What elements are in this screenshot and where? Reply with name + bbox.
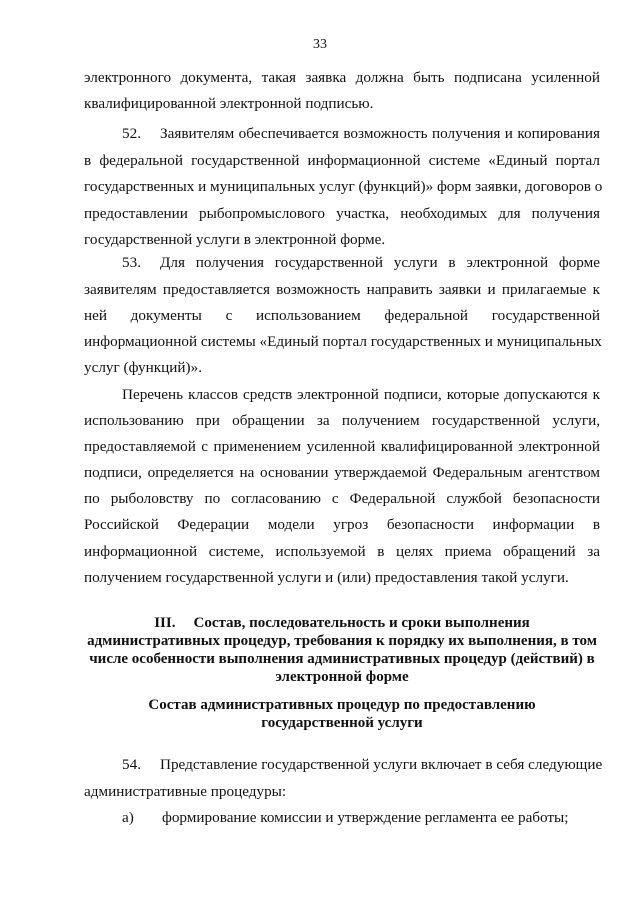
p52-line-1 xyxy=(122,124,600,144)
continuation-line-2: квалифицированной электронной подписью. xyxy=(84,95,374,112)
p-signatures-line-2: использованию при обращении за получением государственной услуги, xyxy=(84,412,600,429)
p54-line-2: административные процедуры: xyxy=(84,783,287,800)
p52-line-4: предоставлении рыбопромыслового участка, необходимых для получения xyxy=(84,205,600,222)
section-3-roman-numeral: III. xyxy=(154,615,176,631)
p54-number: 54. xyxy=(122,756,141,773)
p53-number: 53. xyxy=(122,254,141,271)
section-3-title-1: Состав, последовательность и сроки выполнения xyxy=(193,615,530,631)
p-signatures-line-4: подписи, определяется на основании утверждаемой Федеральным агентством xyxy=(84,464,600,481)
page-number: 33 xyxy=(313,37,327,52)
p52-number: 52. xyxy=(122,125,141,142)
p-signatures-line-5: по рыболовству по согласованию с Федеральной службой безопасности xyxy=(84,490,600,507)
p53-line-5: услуг (функций)». xyxy=(84,359,202,376)
p53-text-1: Для получения государственной услуги в электронной форме xyxy=(160,254,600,271)
p-signatures-line-7: информационной системе, используемой в целях приема обращений за xyxy=(84,543,600,560)
section-3-heading-line-1 xyxy=(84,614,600,632)
p53-line-2: заявителям предоставляется возможность направить заявки и прилагаемые к xyxy=(84,281,600,298)
p53-line-1 xyxy=(122,253,600,273)
p-signatures-line-8: получением государственной услуги и (или) предоставления такой услуги. xyxy=(84,569,569,586)
section-3-heading-line-4: электронной форме xyxy=(275,669,409,685)
p-signatures-line-3: предоставляемой с применением усиленной квалифицированной электронной xyxy=(84,438,600,455)
p54-line-1 xyxy=(122,755,603,775)
continuation-line-1: электронного документа, такая заявка должна быть подписана усиленной xyxy=(84,69,600,86)
p52-text-1: Заявителям обеспечивается возможность получения и копирования xyxy=(160,125,600,142)
p-signatures-line-1: Перечень классов средств электронной подписи, которые допускаются к xyxy=(122,386,600,403)
list-item-text: формирование комиссии и утверждение регламента ее работы; xyxy=(162,809,569,826)
p52-line-3: государственных и муниципальных услуг (функций)» форм заявки, договоров о xyxy=(84,178,603,195)
p52-line-5: государственной услуги в электронной форме. xyxy=(84,231,386,248)
list-item-marker: а) xyxy=(122,809,134,826)
section-3-heading-line-2: административных процедур, требования к порядку их выполнения, в том xyxy=(87,633,597,649)
subheading-line-2: государственной услуги xyxy=(261,715,423,731)
section-3-heading-line-3: числе особенности выполнения административных процедур (действий) в xyxy=(89,651,595,667)
p52-line-2: в федеральной государственной информационной системе «Единый портал xyxy=(84,152,600,169)
p-signatures-line-6: Российской Федерации модели угроз безопасности информации в xyxy=(84,516,600,533)
list-item xyxy=(122,808,569,828)
p54-text-1: Представление государственной услуги включает в себя следующие xyxy=(160,756,603,773)
p53-line-3: ней документы с использованием федеральной государственной xyxy=(84,307,600,324)
p53-line-4: информационной системы «Единый портал государственных и муниципальных xyxy=(84,333,602,350)
subheading-line-1: Состав административных процедур по предоставлению xyxy=(148,697,536,713)
